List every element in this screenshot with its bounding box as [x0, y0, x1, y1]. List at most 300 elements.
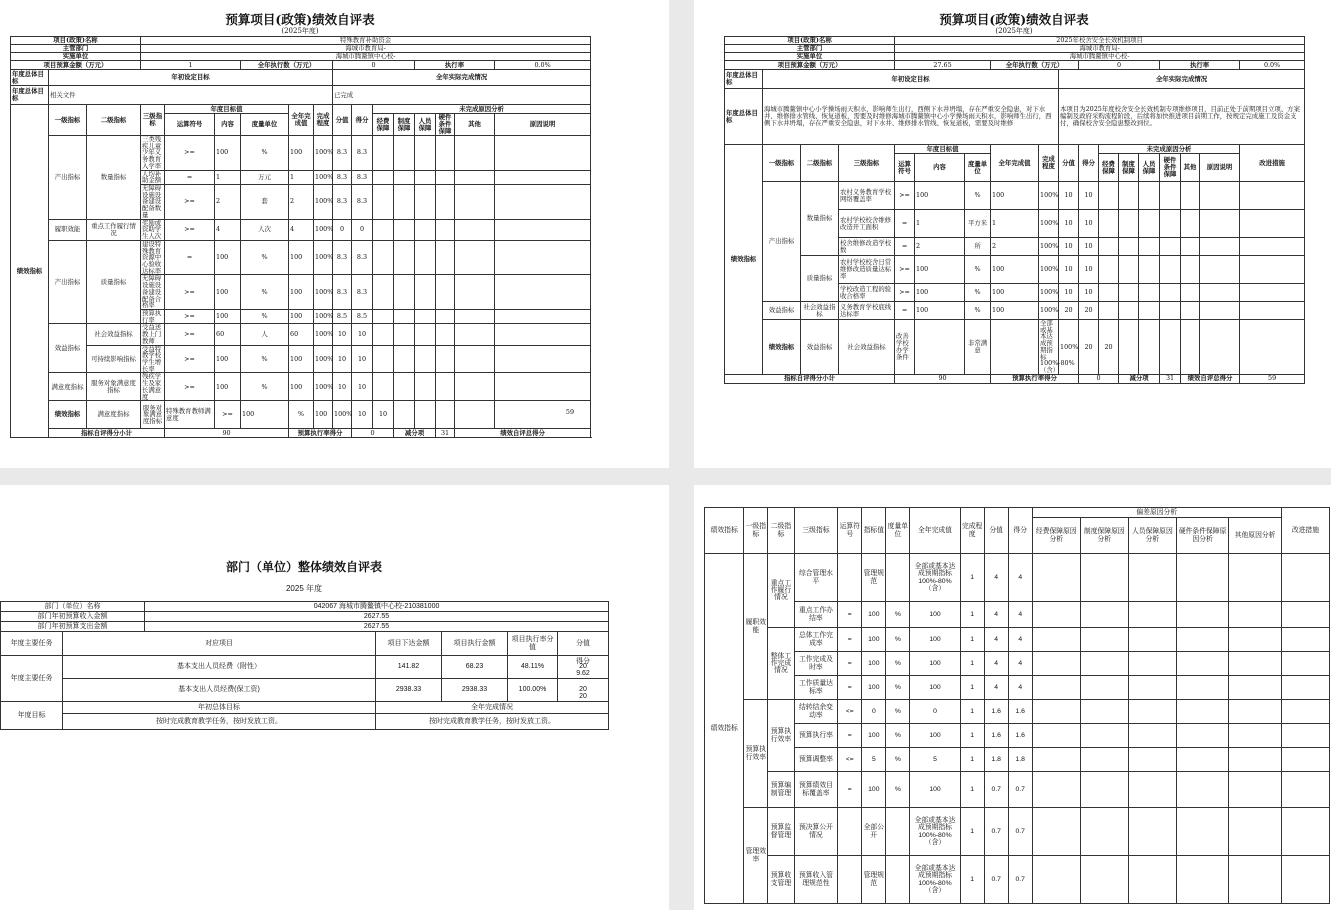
unit-cell: 万元 [241, 170, 289, 184]
l1-cell: 产出指标 [49, 240, 87, 324]
goal-set-header: 年初设定目标 [49, 70, 333, 86]
done-cell: 100 [910, 676, 960, 700]
deg-cell: 1 [960, 700, 984, 724]
op-cell [838, 554, 862, 602]
task-name: 基本支出人员经费（附性） [63, 656, 376, 679]
goal-done-text: 按时完成教育教学任务，按时发放工资。 [376, 714, 609, 730]
done-cell: 60 [289, 324, 314, 345]
doc2-year: (2025年度) [995, 27, 1033, 35]
deg-cell: 1 [960, 772, 984, 808]
goal-set-header: 年初设定目标 [763, 70, 1059, 89]
score-cell: 0.7 [984, 808, 1008, 856]
col-deg: 完成程度 [1039, 145, 1059, 182]
unit-cell: % [965, 302, 991, 320]
col-reason: 未完成原因分析 [373, 105, 591, 114]
score-cell: 0.7 [984, 772, 1008, 808]
got-cell: 10 [1079, 182, 1099, 210]
op-cell: = [895, 302, 915, 320]
task-label: 年度主要任务 [1, 632, 63, 656]
value-cell: 100 [862, 652, 886, 676]
col-unit: 度量单位 [886, 508, 910, 554]
done-cell: 100 [910, 772, 960, 808]
col-l2: 二级指标 [801, 145, 839, 182]
l2-cell: 预算监督管理 [768, 808, 794, 856]
op-cell: = [838, 676, 862, 700]
score-cell: 1.6 [984, 700, 1008, 724]
unit-cell: 套 [241, 185, 289, 220]
l3-cell: 人均补助金额 [141, 170, 165, 184]
subtotal-value: 90 [165, 429, 289, 438]
score-cell: 10 [333, 324, 352, 345]
done-cell: 100 [289, 309, 314, 323]
value-cell: 4 [215, 219, 241, 240]
deg-cell: 100% [1059, 320, 1079, 375]
deg-cell: 1 [960, 856, 984, 904]
col-unit: 度量单位 [241, 114, 289, 136]
l2-cell: 预算执行效率 [768, 700, 794, 772]
score-cell: 10 [352, 401, 373, 429]
info-value: 海城市腾鳌镇中心校- [141, 53, 591, 61]
done-cell: 全部或基本达成预期指标 100%-80%（含） [910, 856, 960, 904]
task-exec-rate: 100.00% [508, 679, 558, 702]
col-r3: 人员保障 [1139, 154, 1160, 182]
goal-label: 年度总体目标 [725, 70, 763, 89]
unit-cell [991, 320, 1039, 375]
goal-done-header: 全年完成情况 [376, 702, 609, 714]
deg-cell: 1 [960, 748, 984, 772]
exec-rate-label: 执行率 [415, 61, 495, 70]
value-cell: 100 [915, 256, 965, 284]
score-cell: 1.8 [984, 748, 1008, 772]
got-cell: 1.6 [1008, 700, 1032, 724]
done-cell: 2 [991, 238, 1039, 256]
op-cell [838, 808, 862, 856]
unit-cell: % [965, 256, 991, 284]
budget-label: 项目预算金额（万元） [725, 61, 895, 70]
l3-cell: 校舍维修改造学校数 [839, 238, 895, 256]
subtotal-label: 指标自评得分小计 [49, 429, 165, 438]
budget-label: 项目预算金额（万元） [11, 61, 141, 70]
value-cell: 100 [915, 284, 965, 302]
document-page-4 [694, 485, 1331, 910]
exec-num-label: 全年执行数（万元） [991, 61, 1079, 70]
info-value: 海城市腾鳌镇中心校- [895, 53, 1305, 61]
op-cell: = [838, 724, 862, 748]
l2-cell: 服务对象满意度指标 [87, 373, 141, 401]
got-cell: 4 [1008, 602, 1032, 628]
done-cell: 100 [991, 182, 1039, 210]
deg-cell: 100% [314, 324, 333, 345]
info-label: 主管部门 [11, 45, 141, 53]
l3-cell: 工作质量达标率 [794, 676, 838, 700]
col-reason-4: 硬件条件保障原因分析 [1176, 518, 1228, 554]
deduction-label: 减分项 [1119, 374, 1160, 383]
goal-set-header: 年初总体目标 [63, 702, 376, 714]
score-cell: 0.7 [984, 856, 1008, 904]
l1-cell: 产出指标 [49, 136, 87, 220]
deg-cell: 100% [314, 240, 333, 275]
goal-done-text: 本项目为2025年度校舍安全长效机制专项维修项目，目前正处于前期项目立项、方案编制及政府采购流程阶段，后续将加快推进项目前期工作，按规定完成施工及资金支付，确保校舍安全隐患整改到位。 [1059, 89, 1305, 145]
exec-rate-value: 0.0% [1240, 61, 1305, 70]
got-cell: 4 [1008, 554, 1032, 602]
value-cell: 100 [862, 628, 886, 652]
score-cell: 4 [984, 554, 1008, 602]
col-got: 得分 [1079, 145, 1099, 182]
score-cell: 1.6 [984, 724, 1008, 748]
value-cell: 100 [862, 772, 886, 808]
deg-cell: 100% [1039, 284, 1059, 302]
value-cell: 100 [915, 182, 965, 210]
got-cell: 0 [352, 219, 373, 240]
op-cell: = [165, 170, 215, 184]
col-unit: 度量单位 [965, 154, 991, 182]
done-cell: 100 [289, 136, 314, 171]
info-label: 部门（单位）名称 [1, 602, 145, 612]
l3-cell: 预算绩效目标覆盖率 [794, 772, 838, 808]
l2-cell: 重点工作履行情况 [87, 219, 141, 240]
value-cell: 100 [215, 275, 241, 310]
got-cell: 10 [373, 401, 394, 429]
task-exec-rate: 48.11% [508, 656, 558, 679]
l2-cell: 质量指标 [801, 256, 839, 302]
col-op: 运算符号 [895, 154, 915, 182]
done-cell: 100 [289, 373, 314, 401]
col-l3: 三级指标 [839, 145, 895, 182]
op-cell: >= [165, 275, 215, 310]
done-cell: 1 [289, 170, 314, 184]
value-cell: 100 [215, 345, 241, 373]
col-target: 年度目标值 [165, 105, 289, 114]
got-cell: 0.7 [1008, 808, 1032, 856]
col-r4: 硬件条件保障 [1160, 154, 1181, 182]
exec-num-label: 全年执行数（万元） [241, 61, 333, 70]
deduction-value: 31 [436, 429, 455, 438]
col-r6: 原因说明 [1200, 154, 1240, 182]
score-cell: 8.3 [333, 136, 352, 171]
col-got: 得分 [576, 658, 590, 665]
col-project: 对应项目 [63, 632, 376, 656]
col-score: 分值 [984, 508, 1008, 554]
deg-cell: 1 [960, 676, 984, 700]
col-deg: 完成程度 [960, 508, 984, 554]
goal-label: 年度目标 [1, 702, 63, 730]
col-r1: 经费保障 [373, 114, 394, 136]
col-score: 分值 [1059, 145, 1079, 182]
op-cell: = [895, 238, 915, 256]
op-cell: = [165, 240, 215, 275]
l3-cell: 农村义务教育学校网络覆盖率 [839, 182, 895, 210]
unit-cell: % [965, 284, 991, 302]
l1-cell: 履职效能 [49, 219, 87, 240]
l2-cell: 重点工作履行情况 [768, 554, 794, 628]
unit-cell [886, 808, 910, 856]
col-r5: 其他 [1181, 154, 1200, 182]
value-cell: 5 [862, 748, 886, 772]
goal-label: 年度总体目标 [11, 86, 49, 105]
value-cell: 1 [915, 210, 965, 238]
unit-cell: % [289, 401, 314, 429]
value-cell: 100 [215, 240, 241, 275]
deg-cell: 1 [960, 808, 984, 856]
col-r3: 人员保障 [415, 114, 436, 136]
unit-cell: % [241, 373, 289, 401]
col-r1: 经费保障 [1099, 154, 1119, 182]
score-cell: 10 [1059, 210, 1079, 238]
col-l2: 二级指标 [768, 508, 794, 554]
done-cell: 4 [289, 219, 314, 240]
col-got: 得分 [352, 105, 373, 136]
goal-done-header: 全年实际完成情况 [1059, 70, 1305, 89]
l3-cell: 奖励或资助学生人次 [141, 219, 165, 240]
done-cell: 全部或基本达成预期指标100%-80%（含） [1040, 319, 1075, 375]
subtotal-label: 指标自评得分小计 [725, 374, 895, 383]
col-l2: 二级指标 [87, 105, 141, 136]
l3-cell: 综合管理水平 [794, 554, 838, 602]
score-cell: 10 [333, 373, 352, 401]
got-cell: 4 [1008, 628, 1032, 652]
done-cell: 100 [991, 302, 1039, 320]
perf-indicator-label: 绩效指标 [11, 105, 49, 438]
op-cell: >= [895, 256, 915, 284]
score-cell: 4 [984, 628, 1008, 652]
exec-num-value: 0 [1079, 61, 1160, 70]
value-cell: 100 [915, 302, 965, 320]
goal-done-header: 全年实际完成情况 [333, 70, 591, 86]
deg-cell: 100% [314, 275, 333, 310]
got-cell: 4 [1008, 676, 1032, 700]
col-score: 分值 [558, 632, 609, 656]
col-deg: 完成程度 [314, 105, 333, 136]
got-cell: 4 [1008, 652, 1032, 676]
info-label: 实施单位 [11, 53, 141, 61]
l1-cell: 满意度指标 [87, 401, 141, 429]
got-cell: 20 [1079, 302, 1099, 320]
score-cell: 8.3 [333, 240, 352, 275]
unit-cell: % [886, 676, 910, 700]
info-label: 主管部门 [725, 45, 895, 53]
unit-cell: % [886, 724, 910, 748]
col-l1: 一级指标 [763, 145, 801, 182]
l3-cell: 义务教育学校底线达标率 [839, 302, 895, 320]
l3-cell: 预算执行率 [141, 309, 165, 323]
l3-cell: 预算收入管理规范性 [794, 856, 838, 904]
total-value: 59 [565, 408, 575, 416]
value-cell: 100 [862, 724, 886, 748]
op-cell: >= [165, 324, 215, 345]
col-got: 得分 [1008, 508, 1032, 554]
perf-label: 绩效指标 [705, 554, 744, 904]
col-reason: 偏差原因分析 [1032, 508, 1281, 518]
done-cell: 全部或基本达成预期指标 100%-80%（含） [910, 808, 960, 856]
l3-cell: 农村学校校舍日常维修改造质量达标率 [839, 256, 895, 284]
got-cell: 10 [352, 373, 373, 401]
l2-cell: 预算收支管理 [768, 856, 794, 904]
value-cell: 管理规范 [862, 856, 886, 904]
task-label: 年度主要任务 [1, 656, 63, 702]
col-perf: 绩效指标 [705, 508, 744, 554]
unit-cell: % [241, 309, 289, 323]
score-cell: 4 [984, 676, 1008, 700]
op-cell: >= [165, 219, 215, 240]
l1-cell: 效益指标 [49, 324, 87, 373]
score-cell: 10 [1059, 284, 1079, 302]
document-page-2 [694, 0, 1331, 468]
col-exec-rate: 项目执行率分值 [508, 632, 558, 656]
perf-indicator-label: 绩效指标 [763, 320, 801, 375]
deg-cell: 100% [1039, 210, 1059, 238]
col-done: 全年完成值 [910, 508, 960, 554]
info-label: 项目(政策)名称 [725, 37, 895, 45]
col-content: 内容 [215, 114, 241, 136]
score-cell: 20 [1079, 320, 1099, 375]
op-cell: >= [165, 345, 215, 373]
l3-cell: 重点工作办结率 [794, 602, 838, 628]
l3-cell: 受益送教上门教师 [141, 324, 165, 345]
col-fix: 改进措施 [1281, 508, 1329, 554]
col-target: 指标值 [862, 508, 886, 554]
got-cell: 0.7 [1008, 856, 1032, 904]
value-cell: 2 [215, 185, 241, 220]
col-content: 内容 [915, 154, 965, 182]
done-cell: 5 [910, 748, 960, 772]
exec-rate-label: 执行率 [1160, 61, 1240, 70]
unit-cell [886, 554, 910, 602]
op-cell: >= [165, 309, 215, 323]
got-cell: 8.3 [352, 275, 373, 310]
exec-score-label: 预算执行率得分 [991, 374, 1079, 383]
perf-indicator-label: 绩效指标 [49, 401, 87, 429]
done-cell: 100 [910, 602, 960, 628]
l3-cell: 受益特教学校学生增长率 [141, 345, 165, 373]
total-label: 绩效自评总得分 [1181, 374, 1240, 383]
col-reason-3: 人员保障原因分析 [1128, 518, 1176, 554]
task-score: 20 [558, 679, 609, 702]
score-cell: 8.3 [333, 170, 352, 184]
l2-cell: 社会效益指标 [87, 324, 141, 345]
exec-score-label: 预算执行率得分 [289, 429, 352, 438]
budget-value: 1 [141, 61, 241, 70]
got-cell: 10 [1079, 238, 1099, 256]
score-cell: 0 [333, 219, 352, 240]
l3-cell: 预算调整率 [794, 748, 838, 772]
got-cell: 1.8 [1008, 748, 1032, 772]
value-cell: 100 [215, 373, 241, 401]
l3-cell: 建设特殊教育资源中心验收达标率 [141, 240, 165, 275]
unit-cell: % [886, 700, 910, 724]
deduction-label: 减分项 [394, 429, 436, 438]
unit-cell: % [965, 182, 991, 210]
l3-cell: 残疾学生及家长满意度 [141, 373, 165, 401]
op-cell: <= [838, 748, 862, 772]
op-cell: >= [165, 373, 215, 401]
unit-cell: 平方米 [965, 210, 991, 238]
op-cell: = [895, 210, 915, 238]
value-cell: 100 [862, 676, 886, 700]
done-cell: 1 [991, 210, 1039, 238]
l3-cell: 无障碍设施设备建设配备合格率 [141, 275, 165, 310]
value-cell: 100 [215, 136, 241, 171]
task-score: 20 [558, 656, 609, 679]
doc4-table [704, 507, 1330, 904]
score-cell: 10 [333, 345, 352, 373]
col-op: 运算符号 [165, 114, 215, 136]
deg-cell: 1 [960, 724, 984, 748]
got-cell: 10 [1079, 210, 1099, 238]
got-cell: 8.3 [352, 240, 373, 275]
deg-cell: 100% [314, 185, 333, 220]
info-label: 项目(政策)名称 [11, 37, 141, 45]
op-cell: >= [895, 182, 915, 210]
done-cell: 100 [910, 652, 960, 676]
deg-cell: 100% [1039, 256, 1059, 284]
l3-cell: 农村学校校舍维修改造开工面积 [839, 210, 895, 238]
col-reason-2: 制度保障原因分析 [1080, 518, 1128, 554]
task-name: 基本支出人员经费(保工资) [63, 679, 376, 702]
got-cell: 1.6 [1008, 724, 1032, 748]
col-reason-5: 其他原因分析 [1229, 518, 1281, 554]
deg-cell: 1 [960, 628, 984, 652]
l1-cell: 效益指标 [801, 320, 839, 375]
deg-cell: 100% [1039, 238, 1059, 256]
l2-cell: 数量指标 [87, 136, 141, 220]
score-cell: 8.3 [333, 185, 352, 220]
deg-cell: 100% [314, 345, 333, 373]
got-cell: 0.7 [1008, 772, 1032, 808]
task-got: 20 [579, 693, 587, 700]
got-cell: 10 [352, 324, 373, 345]
l3-cell: 预决算公开情况 [794, 808, 838, 856]
exec-score-value: 0 [352, 429, 394, 438]
deg-cell: 100% [314, 136, 333, 171]
unit-cell: % [886, 602, 910, 628]
done-cell: 全部或基本达成预期指标 100%-80%（含） [910, 554, 960, 602]
col-done: 全年完成值 [991, 145, 1039, 182]
value-cell: 100 [862, 602, 886, 628]
done-cell: 100 [289, 275, 314, 310]
done-cell: 100 [910, 628, 960, 652]
op-cell: = [838, 772, 862, 808]
l2-cell: 整体工作完成情况 [768, 628, 794, 700]
unit-cell: 所 [965, 238, 991, 256]
deg-cell: 1 [960, 554, 984, 602]
doc3-year: 2025 年度 [285, 584, 323, 593]
subtotal-value: 90 [895, 374, 991, 383]
value-cell: 管理规范 [862, 554, 886, 602]
doc3-title: 部门（单位）整体绩效自评表 [225, 560, 382, 574]
col-reason: 未完成原因分析 [1099, 145, 1240, 154]
done-cell: 100 [910, 724, 960, 748]
unit-cell [886, 856, 910, 904]
deg-cell: 100% [314, 170, 333, 184]
l2-cell: 质量指标 [87, 240, 141, 324]
col-score: 分值 [333, 105, 352, 136]
goal-label: 年度总体目标 [11, 70, 49, 86]
deg-cell: 100% [314, 373, 333, 401]
value-cell: 100 [241, 401, 289, 429]
col-target: 年度目标值 [895, 145, 991, 154]
total-label: 绩效自评总得分 [455, 429, 591, 438]
op-cell: >= [215, 401, 241, 429]
info-label: 实施单位 [725, 53, 895, 61]
unit-cell: 人次 [241, 219, 289, 240]
l1-cell: 产出指标 [763, 182, 801, 302]
value-cell: 全部公开 [862, 808, 886, 856]
op-cell: = [838, 652, 862, 676]
deg-cell: 100% [1039, 182, 1059, 210]
score-cell: 20 [1059, 302, 1079, 320]
op-cell [838, 856, 862, 904]
budget-value: 27.65 [895, 61, 991, 70]
